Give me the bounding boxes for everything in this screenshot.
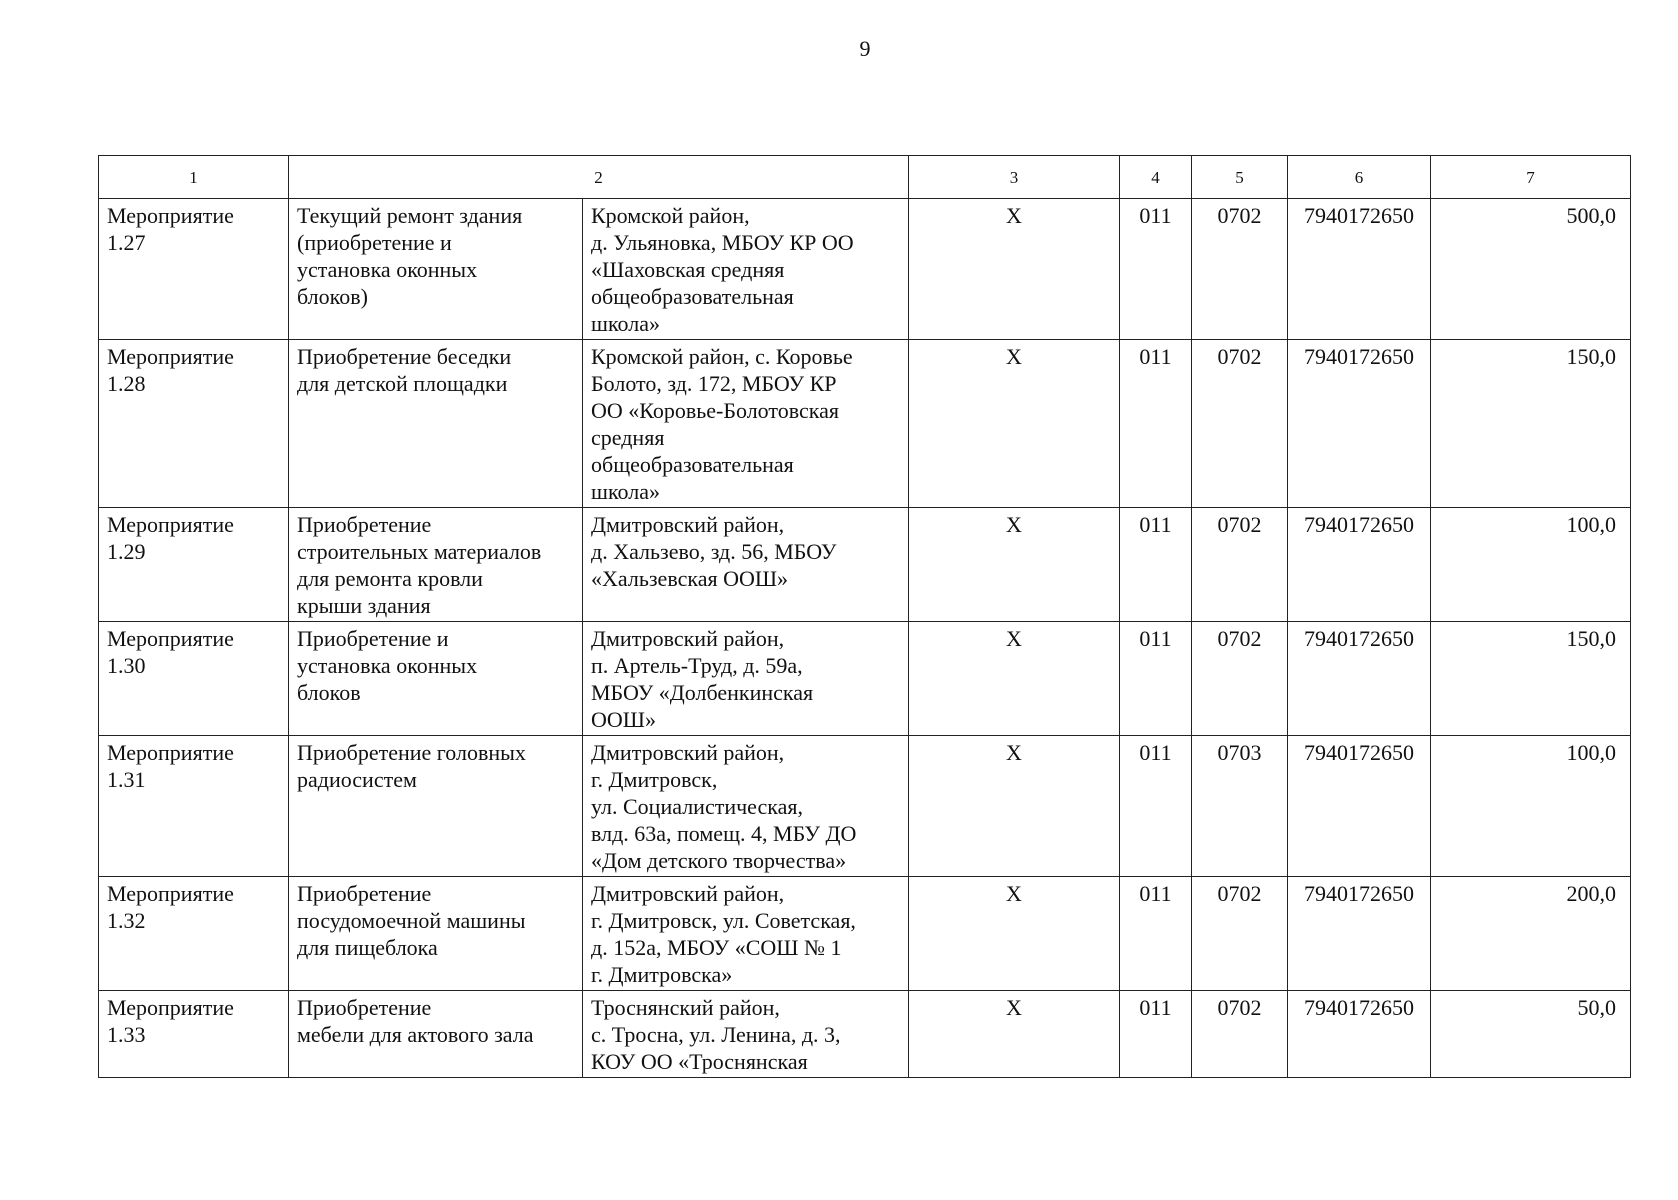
budget-table (98, 155, 1631, 1078)
col5-cell: 0702 (1192, 622, 1288, 736)
col4-cell: 011 (1120, 991, 1192, 1078)
col5-cell: 0702 (1192, 877, 1288, 991)
location-cell: Дмитровский район, г. Дмитровск, ул. Социалистическая, влд. 63а, помещ. 4, МБУ ДО «Дом детского творчества» (583, 736, 909, 877)
col4-cell: 011 (1120, 736, 1192, 877)
table-row (99, 340, 1631, 508)
col7-cell: 150,0 (1431, 622, 1631, 736)
location-cell: Троснянский район, с. Тросна, ул. Ленина, д. 3, КОУ ОО «Троснянская (583, 991, 909, 1078)
col3-cell: Х (909, 736, 1120, 877)
location-cell: Кромской район, с. Коровье Болото, зд. 172, МБОУ КР ОО «Коровье-Болотовская средняя общеобразовательная школа» (583, 340, 909, 508)
location-cell: Дмитровский район, п. Артель-Труд, д. 59а, МБОУ «Долбенкинская ООШ» (583, 622, 909, 736)
col4-cell: 011 (1120, 508, 1192, 622)
col7-cell: 150,0 (1431, 340, 1631, 508)
col5-cell: 0702 (1192, 508, 1288, 622)
header-col-3: 3 (909, 156, 1120, 199)
col5-cell: 0703 (1192, 736, 1288, 877)
location-cell: Кромской район, д. Ульяновка, МБОУ КР ОО «Шаховская средняя общеобразовательная школа» (583, 199, 909, 340)
col6-cell: 7940172650 (1288, 877, 1431, 991)
event-cell: Мероприятие 1.31 (99, 736, 289, 877)
event-cell: Мероприятие 1.27 (99, 199, 289, 340)
col5-cell: 0702 (1192, 991, 1288, 1078)
col7-cell: 50,0 (1431, 991, 1631, 1078)
header-col-2: 2 (289, 156, 909, 199)
col6-cell: 7940172650 (1288, 622, 1431, 736)
col4-cell: 011 (1120, 199, 1192, 340)
col7-cell: 100,0 (1431, 736, 1631, 877)
description-cell: Приобретение мебели для актового зала (289, 991, 583, 1078)
event-cell: Мероприятие 1.28 (99, 340, 289, 508)
table-row (99, 991, 1631, 1078)
header-col-4: 4 (1120, 156, 1192, 199)
table-row (99, 622, 1631, 736)
col5-cell: 0702 (1192, 340, 1288, 508)
location-cell: Дмитровский район, д. Хальзево, зд. 56, МБОУ «Хальзевская ООШ» (583, 508, 909, 622)
event-cell: Мероприятие 1.29 (99, 508, 289, 622)
description-cell: Приобретение и установка оконных блоков (289, 622, 583, 736)
table-header (99, 156, 1631, 199)
col4-cell: 011 (1120, 340, 1192, 508)
col7-cell: 200,0 (1431, 877, 1631, 991)
header-row (99, 156, 1631, 199)
table-row (99, 199, 1631, 340)
col3-cell: Х (909, 508, 1120, 622)
col6-cell: 7940172650 (1288, 508, 1431, 622)
col3-cell: Х (909, 340, 1120, 508)
col3-cell: Х (909, 991, 1120, 1078)
table-body (99, 199, 1631, 1078)
event-cell: Мероприятие 1.30 (99, 622, 289, 736)
header-col-7: 7 (1431, 156, 1631, 199)
table-row (99, 508, 1631, 622)
location-cell: Дмитровский район, г. Дмитровск, ул. Советская, д. 152а, МБОУ «СОШ № 1 г. Дмитровска» (583, 877, 909, 991)
description-cell: Приобретение посудомоечной машины для пищеблока (289, 877, 583, 991)
table-row (99, 877, 1631, 991)
description-cell: Приобретение головных радиосистем (289, 736, 583, 877)
col3-cell: Х (909, 199, 1120, 340)
col3-cell: Х (909, 622, 1120, 736)
col3-cell: Х (909, 877, 1120, 991)
page-number: 9 (859, 36, 871, 61)
col6-cell: 7940172650 (1288, 340, 1431, 508)
col6-cell: 7940172650 (1288, 736, 1431, 877)
col5-cell: 0702 (1192, 199, 1288, 340)
event-cell: Мероприятие 1.33 (99, 991, 289, 1078)
col6-cell: 7940172650 (1288, 991, 1431, 1078)
table-row (99, 736, 1631, 877)
col7-cell: 500,0 (1431, 199, 1631, 340)
description-cell: Приобретение беседки для детской площадки (289, 340, 583, 508)
col4-cell: 011 (1120, 622, 1192, 736)
event-cell: Мероприятие 1.32 (99, 877, 289, 991)
header-col-5: 5 (1192, 156, 1288, 199)
col7-cell: 100,0 (1431, 508, 1631, 622)
description-cell: Приобретение строительных материалов для ремонта кровли крыши здания (289, 508, 583, 622)
col6-cell: 7940172650 (1288, 199, 1431, 340)
header-col-6: 6 (1288, 156, 1431, 199)
description-cell: Текущий ремонт здания (приобретение и установка оконных блоков) (289, 199, 583, 340)
col4-cell: 011 (1120, 877, 1192, 991)
header-col-1: 1 (99, 156, 289, 199)
